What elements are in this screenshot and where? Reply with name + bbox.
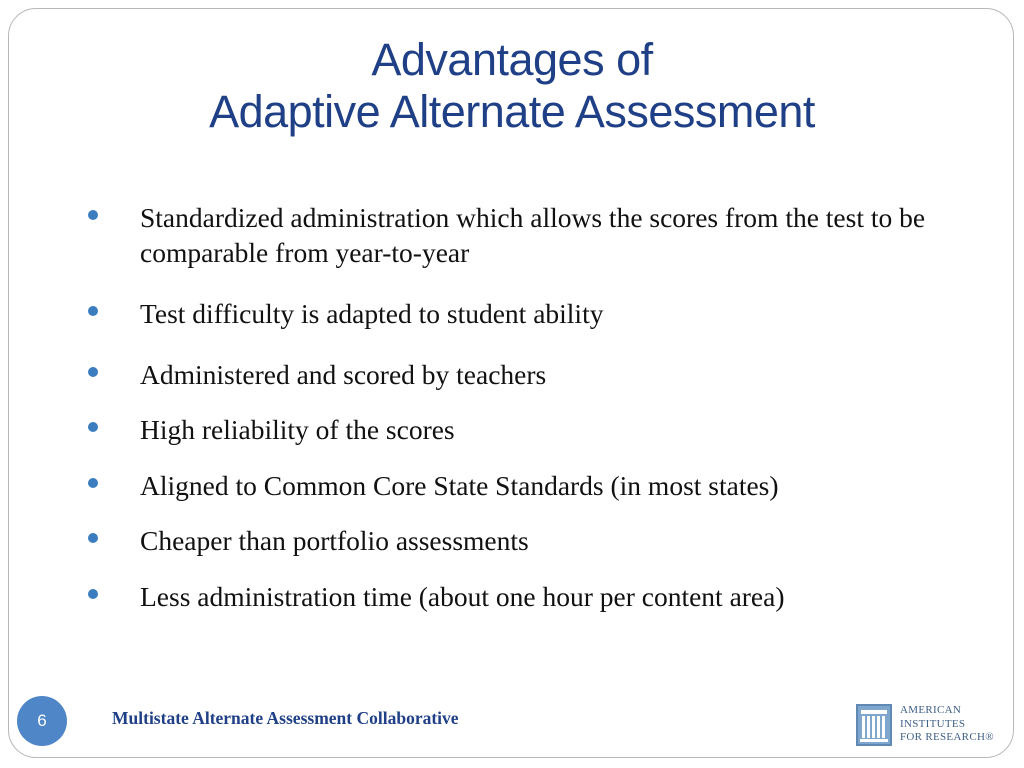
logo-line-1: AMERICAN xyxy=(900,704,962,716)
bullet-dot-icon xyxy=(88,533,98,543)
bullet-text: Test difficulty is adapted to student ability xyxy=(140,298,604,329)
american-institutes-for-research-logo-icon xyxy=(856,704,892,746)
bullet-dot-icon xyxy=(88,210,98,220)
logo-line-3: FOR RESEARCH® xyxy=(900,731,994,743)
bullet-dot-icon xyxy=(88,306,98,316)
bullet-dot-icon xyxy=(88,589,98,599)
title-line-2: Adaptive Alternate Assessment xyxy=(209,86,815,137)
bullet-dot-icon xyxy=(88,422,98,432)
title-line-1: Advantages of xyxy=(371,34,653,85)
bullet-text: Cheaper than portfolio assessments xyxy=(140,525,529,556)
bullet-dot-icon xyxy=(88,367,98,377)
bullet-text: Standardized administration which allows the scores from the test to be comparable from year-to-year xyxy=(140,202,926,268)
bullet-text: Aligned to Common Core State Standards (in most states) xyxy=(140,470,779,501)
air-logo xyxy=(856,702,996,748)
page-number-badge: 6 xyxy=(17,696,67,746)
footer-organization: Multistate Alternate Assessment Collaborative xyxy=(112,708,459,728)
bullet-text: Less administration time (about one hour per content area) xyxy=(140,581,785,612)
bullet-dot-icon xyxy=(88,478,98,488)
bullet-text: High reliability of the scores xyxy=(140,414,455,445)
logo-wordmark xyxy=(900,704,994,745)
slide-title xyxy=(0,34,1024,138)
bullet-text: Administered and scored by teachers xyxy=(140,359,547,390)
logo-line-2: INSTITUTES xyxy=(900,717,966,730)
